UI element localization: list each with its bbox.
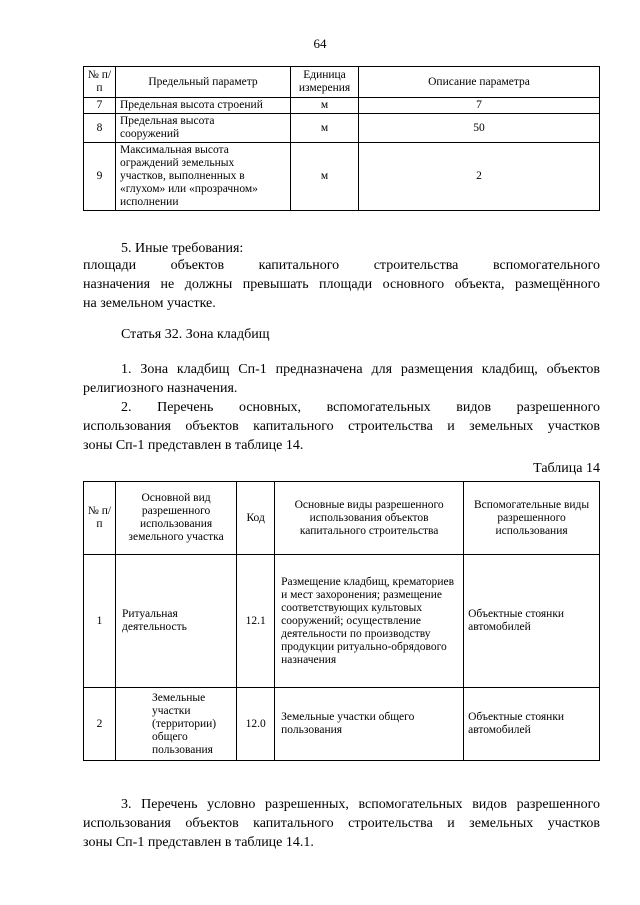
row-number: 8 xyxy=(84,114,116,143)
unit: м xyxy=(291,114,359,143)
main-use-description: Земельные участки общего пользования xyxy=(275,688,464,761)
row-number: 1 xyxy=(84,555,116,688)
paragraph-line: использования объектов капитального строительства и земельных участков xyxy=(83,419,600,434)
column-header: № п/п xyxy=(84,482,116,555)
table-row xyxy=(84,143,600,211)
paragraph-line: 2. Перечень основных, вспомогательных видов разрешенного xyxy=(121,400,600,415)
parameter-value: 7 xyxy=(359,98,600,114)
column-header: № п/п xyxy=(84,67,116,98)
paragraph-line: 3. Перечень условно разрешенных, вспомогательных видов разрешенного xyxy=(121,797,600,812)
unit: м xyxy=(291,98,359,114)
paragraph-line: религиозного назначения. xyxy=(83,381,238,396)
paragraph-line: зоны Сп-1 представлен в таблице 14. xyxy=(83,438,304,453)
parameters-table xyxy=(83,66,600,211)
land-use-kind: Земельные участки (территории) общего пользования xyxy=(116,688,237,761)
auxiliary-use: Объектные стоянки автомобилей xyxy=(464,688,600,761)
land-use-kind: Ритуальная деятельность xyxy=(116,555,237,688)
column-header: Единица измерения xyxy=(291,67,359,98)
main-use-description: Размещение кладбищ, крематориев и мест захоронения; размещение соответствующих культовых сооружений; осуществление деятельности по производству продукции ритуально-обрядового назначения xyxy=(275,555,464,688)
paragraph-line: на земельном участке. xyxy=(83,296,216,311)
column-header: Предельный параметр xyxy=(116,67,291,98)
table-row xyxy=(84,98,600,114)
parameter-value: 50 xyxy=(359,114,600,143)
column-header: Вспомогательные виды разрешенного использования xyxy=(464,482,600,555)
row-number: 9 xyxy=(84,143,116,211)
paragraph-line: 1. Зона кладбищ Сп-1 предназначена для размещения кладбищ, объектов xyxy=(121,362,600,377)
unit: м xyxy=(291,143,359,211)
parameter-name: Предельная высота строений xyxy=(116,98,291,114)
parameter-value: 2 xyxy=(359,143,600,211)
article-title: Статья 32. Зона кладбищ xyxy=(121,327,270,342)
paragraph-line: назначения не должны превышать площади основного объекта, размещённого xyxy=(83,277,600,292)
table-caption: Таблица 14 xyxy=(533,461,600,476)
row-number: 7 xyxy=(84,98,116,114)
column-header: Описание параметра xyxy=(359,67,600,98)
table-row xyxy=(84,555,600,688)
land-use-table xyxy=(83,481,600,761)
column-header: Основные виды разрешенного использования объектов капитального строительства xyxy=(275,482,464,555)
auxiliary-use: Объектные стоянки автомобилей xyxy=(464,555,600,688)
paragraph-line: использования объектов капитального строительства и земельных участков xyxy=(83,816,600,831)
column-header: Код xyxy=(237,482,275,555)
paragraph-line: зоны Сп-1 представлен в таблице 14.1. xyxy=(83,835,314,850)
table-row xyxy=(84,688,600,761)
paragraph-line: площади объектов капитального строительства вспомогательного xyxy=(83,258,600,273)
row-number: 2 xyxy=(84,688,116,761)
land-use-code: 12.0 xyxy=(237,688,275,761)
page-number: 64 xyxy=(313,36,327,51)
section-heading: 5. Иные требования: xyxy=(121,241,244,256)
land-use-code: 12.1 xyxy=(237,555,275,688)
table-header-row xyxy=(84,482,600,555)
column-header: Основной вид разрешенного использования земельного участка xyxy=(116,482,237,555)
table-header-row xyxy=(84,67,600,98)
table-row xyxy=(84,114,600,143)
parameter-name: Максимальная высота ограждений земельных участков, выполненных в «глухом» или «прозрачном» исполнении xyxy=(116,143,291,211)
parameter-name: Предельная высота сооружений xyxy=(116,114,291,143)
